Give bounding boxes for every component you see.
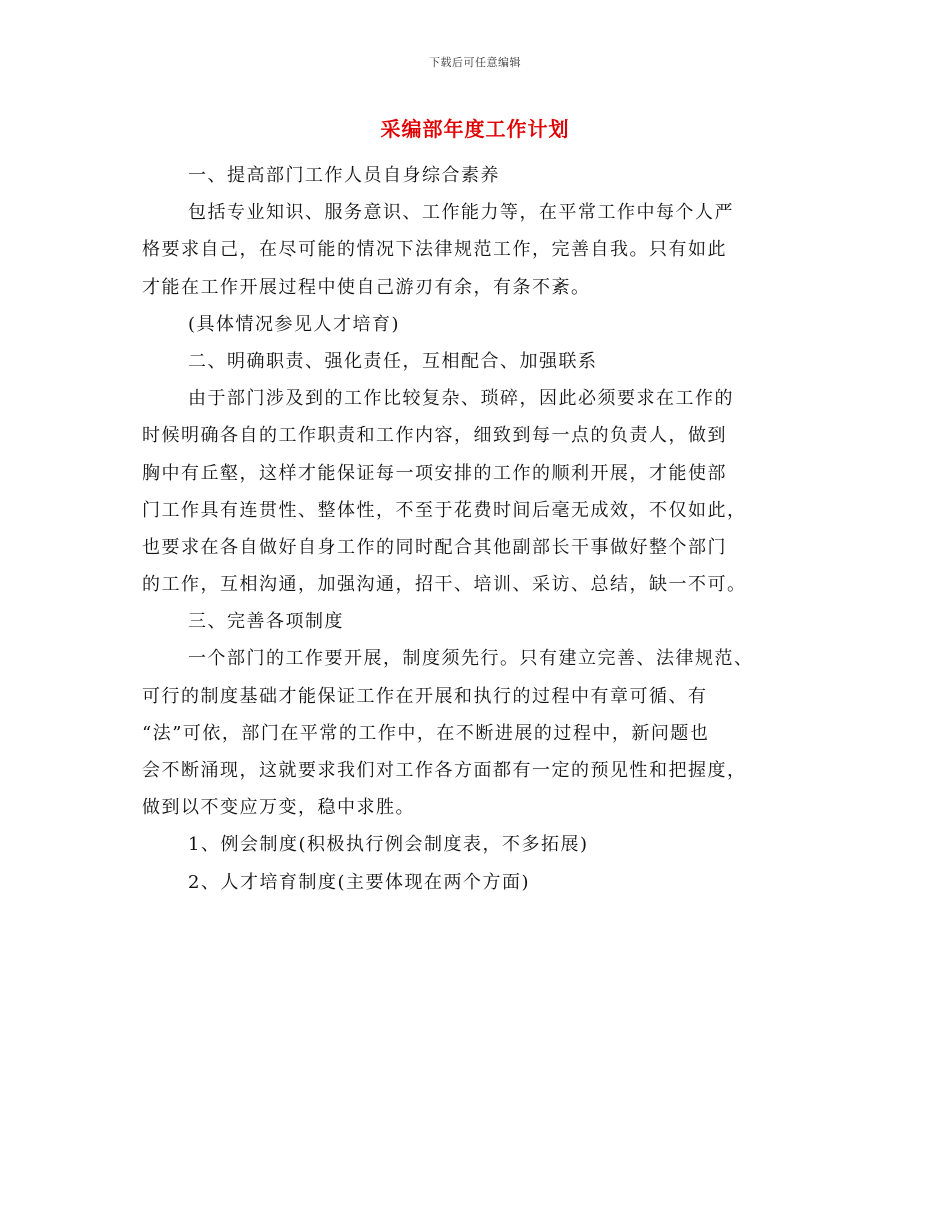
- body-line: “法”可依，部门在平常的工作中，在不断进展的过程中，新问题也: [142, 722, 710, 744]
- body-line: (具体情况参见人才培育): [188, 313, 401, 335]
- body-line: 才能在工作开展过程中使自己游刃有余，有条不紊。: [142, 276, 591, 298]
- document-body: [142, 157, 814, 901]
- body-line: 做到以不变应万变，稳中求胜。: [142, 797, 415, 819]
- body-line: 三、完善各项制度: [188, 611, 344, 633]
- body-line: 可行的制度基础才能保证工作在开展和执行的过程中有章可循、有: [142, 685, 708, 707]
- header-note: 下载后可任意编辑: [429, 56, 521, 69]
- body-line: 2、人才培育制度(主要体现在两个方面): [188, 871, 530, 893]
- body-line: 二、明确职责、强化责任，互相配合、加强联系: [188, 350, 598, 372]
- document-title: 采编部年度工作计划: [380, 117, 570, 141]
- body-line: 一、提高部门工作人员自身综合素养: [188, 165, 500, 186]
- body-line: 时候明确各自的工作职责和工作内容，细致到每一点的负责人，做到: [142, 425, 727, 447]
- body-line: 会不断涌现，这就要求我们对工作各方面都有一定的预见性和把握度，: [142, 760, 747, 781]
- body-line: 格要求自己，在尽可能的情况下法律规范工作，完善自我。只有如此: [142, 239, 727, 261]
- body-line: 1、例会制度(积极执行例会制度表，不多拓展): [188, 834, 589, 856]
- body-line: 门工作具有连贯性、整体性，不至于花费时间后毫无成效，不仅如此，: [142, 499, 747, 521]
- body-line: 的工作，互相沟通，加强沟通，招干、培训、采访、总结，缺一不可。: [142, 574, 747, 596]
- body-line: 包括专业知识、服务意识、工作能力等，在平常工作中每个人严: [188, 202, 734, 224]
- body-line: 胸中有丘壑，这样才能保证每一项安排的工作的顺利开展，才能使部: [142, 462, 727, 484]
- body-line: 由于部门涉及到的工作比较复杂、琐碎，因此必须要求在工作的: [188, 388, 734, 410]
- body-line: 也要求在各自做好自身工作的同时配合其他副部长干事做好整个部门: [142, 536, 727, 558]
- body-line: 一个部门的工作要开展，制度须先行。只有建立完善、法律规范、: [188, 648, 754, 670]
